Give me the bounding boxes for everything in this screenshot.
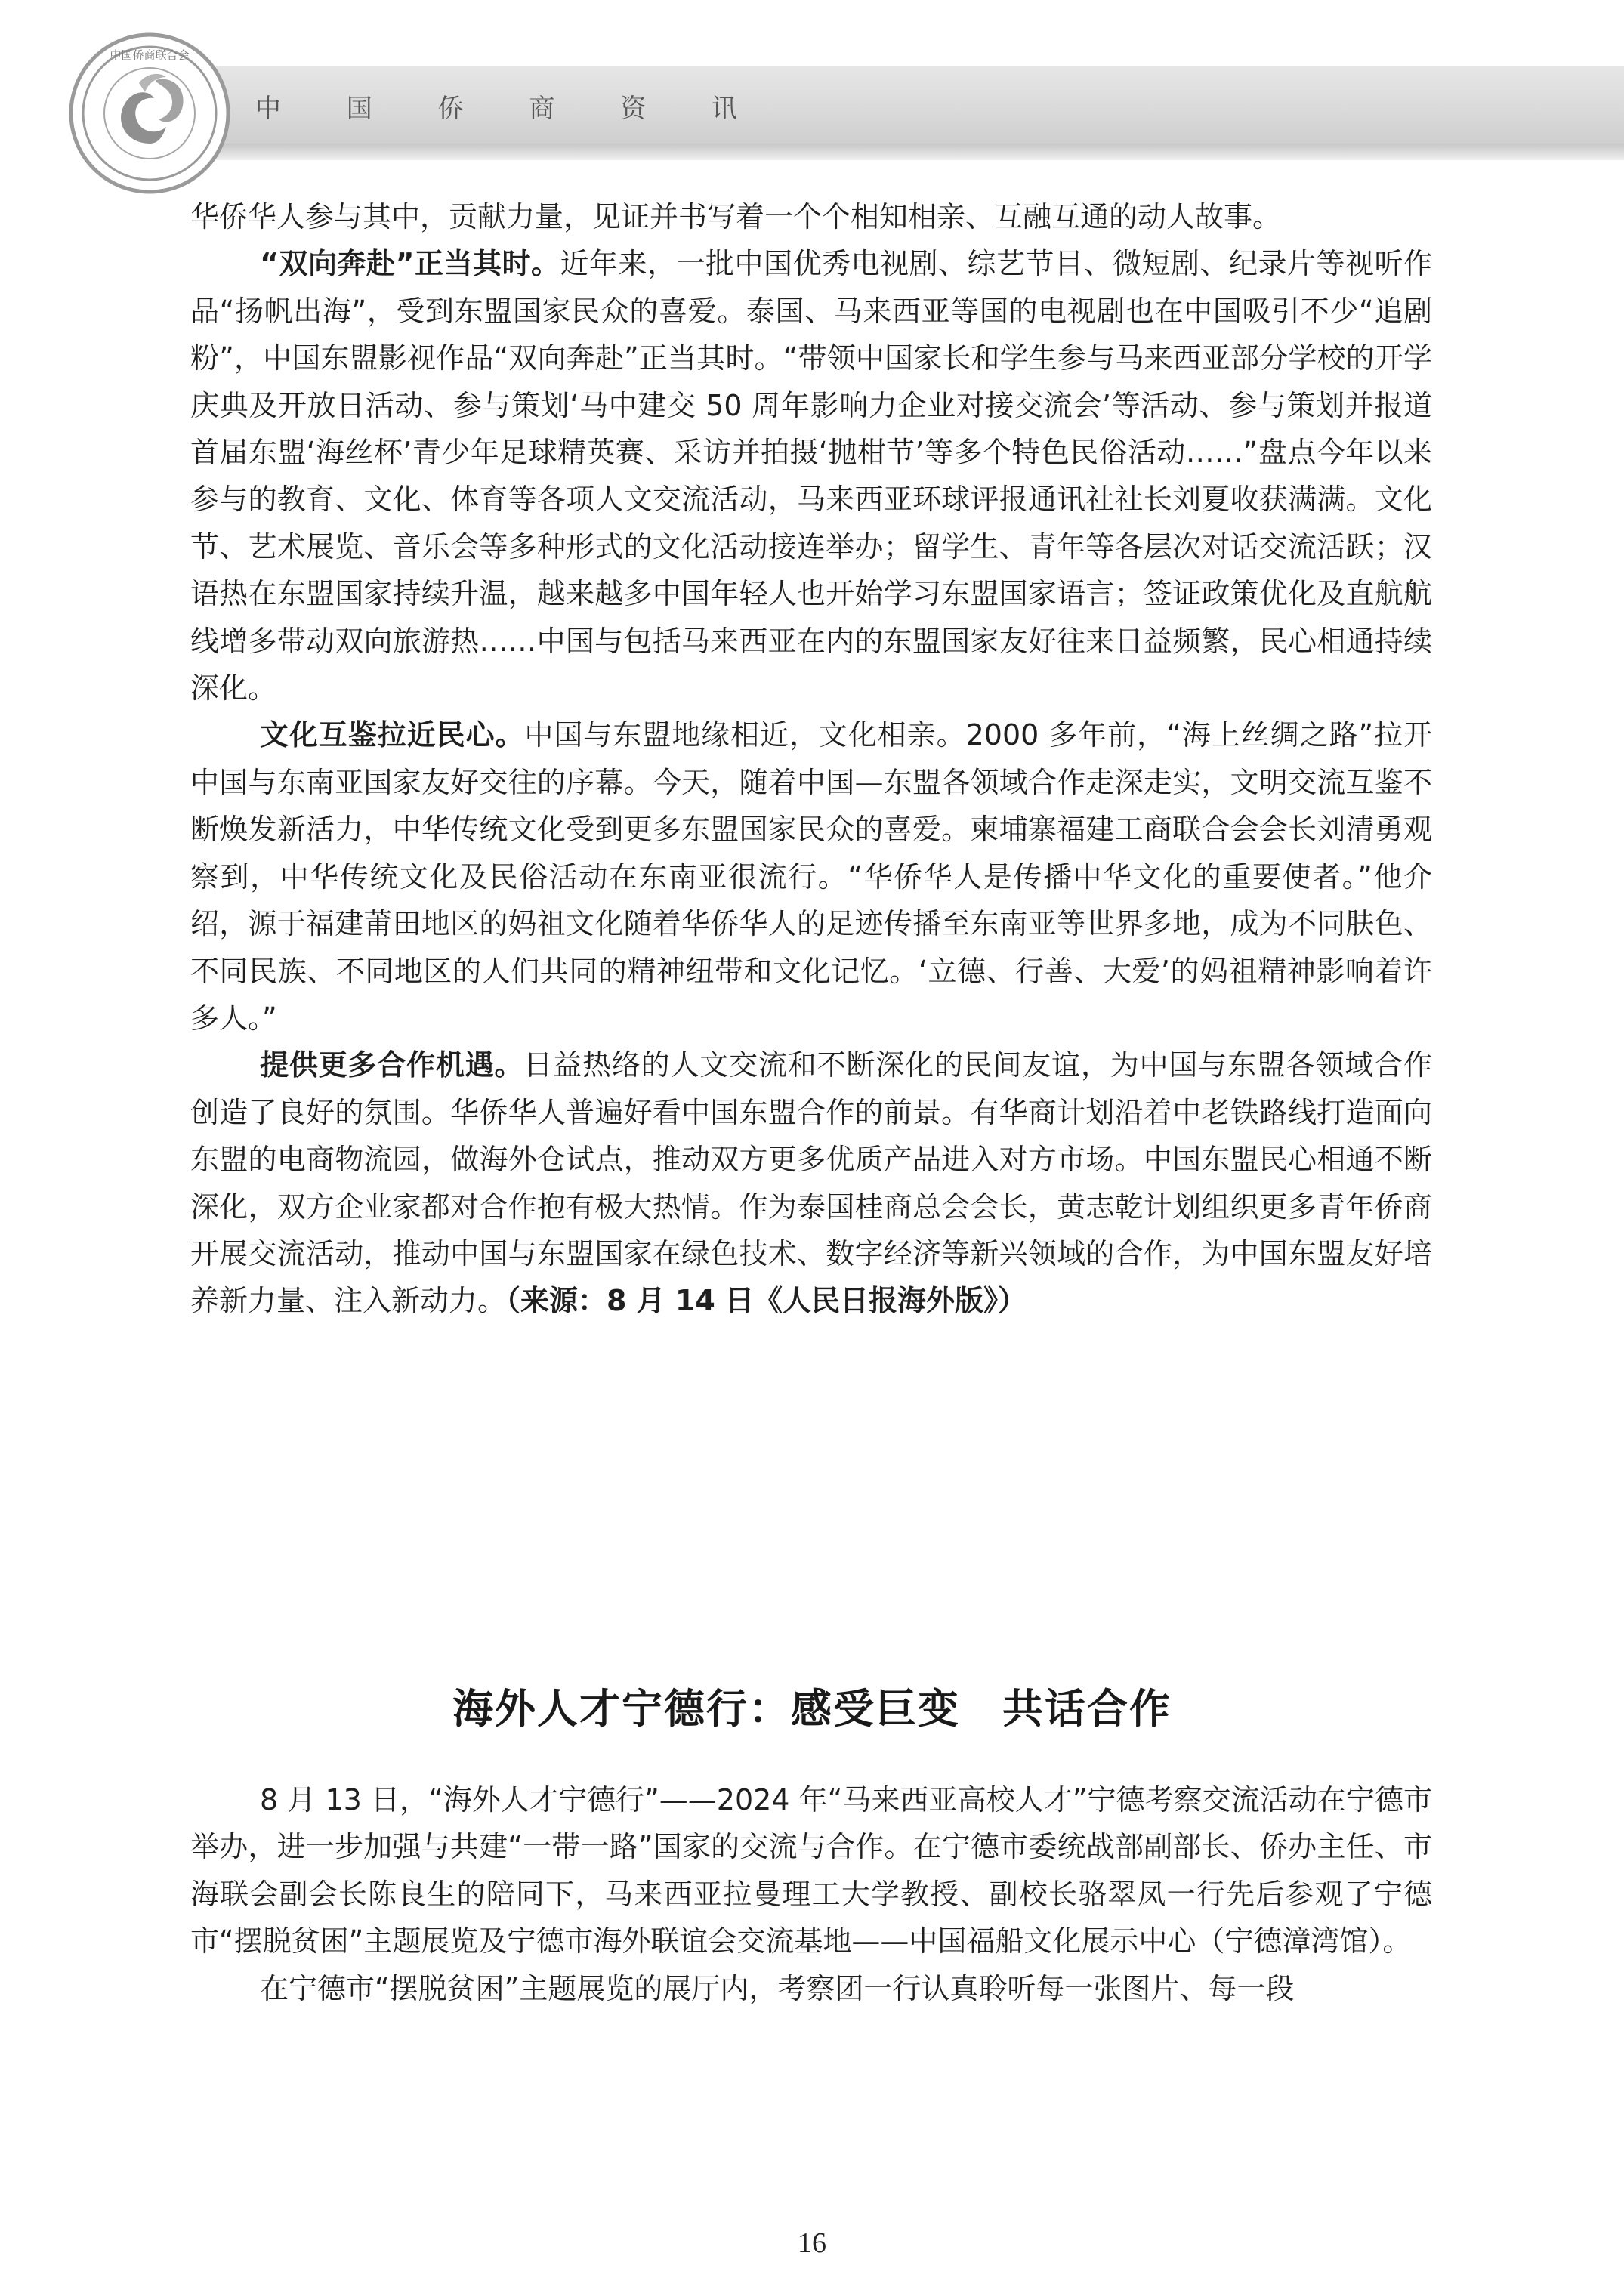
- paragraph-culture: [190, 711, 1432, 1042]
- paragraph-text: 近年来，一批中国优秀电视剧、综艺节目、微短剧、纪录片等视听作品“扬帆出海”，受到东盟国家民众的喜爱。泰国、马来西亚等国的电视剧也在中国吸引不少“追剧粉”，中国东盟影视作品“双向奔赴”正当其时。“带领中国家长和学生参与马来西亚部分学校的开学庆典及开放日活动、参与策划‘马中建交 50 周年影响力企业对接交流会’等活动、参与策划并报道首届东盟‘海丝杯’青少年足球精英赛、采访并拍摄‘抛柑节’等多个特色民俗活动……”盘点今年以来参与的教育、文化、体育等各项人文交流活动，马来西亚环球评报通讯社社长刘夏收获满满。文化节、艺术展览、音乐会等多种形式的文化活动接连举办；留学生、青年等各层次对话交流活跃；汉语热在东盟国家持续升温，越来越多中国年轻人也开始学习东盟国家语言；签证政策优化及直航航线增多带动双向旅游热……中国与包括马来西亚在内的东盟国家友好往来日益频繁，民心相通持续深化。: [190, 247, 1432, 705]
- logo-text: 中国侨商联合会: [110, 48, 190, 62]
- article-2-title: 海外人才宁德行：感受巨变 共话合作: [452, 1685, 1172, 1733]
- chamber-logo-icon: [66, 30, 233, 196]
- paragraph-text: 日益热络的人文交流和不断深化的民间友谊，为中国与东盟各领域合作创造了良好的氛围。华侨华人普遍好看中国东盟合作的前景。有华商计划沿着中老铁路线打造面向东盟的电商物流园，做海外仓试点，推动双方更多优质产品进入对方市场。中国东盟民心相通不断深化，双方企业家都对合作抱有极大热情。作为泰国桂商总会会长，黄志乾计划组织更多青年侨商开展交流活动，推动中国与东盟国家在绿色技术、数字经济等新兴领域的合作，为中国东盟友好培养新力量、注入新动力。: [190, 1048, 1432, 1318]
- header-band-shadow: [181, 144, 1624, 160]
- page-number: 16: [798, 2227, 826, 2259]
- paragraph-exhibition: 在宁德市“摆脱贫困”主题展览的展厅内，考察团一行认真聆听每一张图片、每一段: [260, 1971, 1295, 2005]
- article-body-2: [190, 1776, 1432, 2012]
- paragraph-text: 中国与东盟地缘相近，文化相亲。2000 多年前，“海上丝绸之路”拉开中国与东南亚国家友好交往的序幕。今天，随着中国—东盟各领域合作走深走实，文明交流互鉴不断焕发新活力，中华传统文化受到更多东盟国家民众的喜爱。柬埔寨福建工商联合会会长刘清勇观察到，中华传统文化及民俗活动在东南亚很流行。“华侨华人是传播中华文化的重要使者。”他介绍，源于福建莆田地区的妈祖文化随着华侨华人的足迹传播至东南亚等世界多地，成为不同肤色、不同民族、不同地区的人们共同的精神纽带和文化记忆。‘立德、行善、大爱’的妈祖精神影响着许多人。”: [190, 718, 1432, 1035]
- paragraph-lead: 文化互鉴拉近民心。: [260, 718, 525, 752]
- running-header-title: 中 国 侨 商 资 讯: [255, 94, 767, 124]
- source-citation: （来源：8 月 14 日《人民日报海外版》）: [506, 1284, 1027, 1318]
- article-body-1: [190, 193, 1432, 1325]
- paragraph-lead: “双向奔赴”正当其时。: [260, 247, 560, 281]
- paragraph-lead: 提供更多合作机遇。: [260, 1048, 524, 1082]
- paragraph-intro: 8 月 13 日，“海外人才宁德行”——2024 年“马来西亚高校人才”宁德考察交流活动在宁德市举办，进一步加强与共建“一带一路”国家的交流与合作。在宁德市委统战部副部长、侨办主任、市海联会副会长陈良生的陪同下，马来西亚拉曼理工大学教授、副校长骆翠凤一行先后参观了宁德市“摆脱贫困”主题展览及宁德市海外联谊会交流基地——中国福船文化展示中心（宁德漳湾馆）。: [190, 1783, 1432, 1958]
- paragraph-cooperation: [190, 1042, 1432, 1324]
- paragraph-two-way: [190, 240, 1432, 711]
- paragraph-continued: 华侨华人参与其中，贡献力量，见证并书写着一个个相知相亲、互融互通的动人故事。: [190, 200, 1282, 233]
